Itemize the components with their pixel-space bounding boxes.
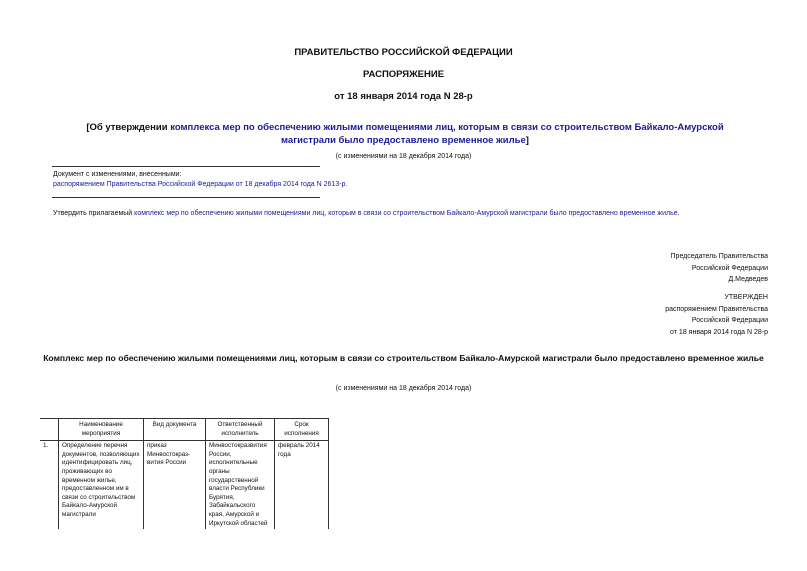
row-deadline: февраль 2014 года xyxy=(275,441,329,529)
complex-title: Комплекс мер по обеспечению жилыми помещениями лиц, которым в связи со строительством Байкало-Амурской магистрали было предоставлено временное жилье xyxy=(43,353,764,363)
document-date-number: от 18 января 2014 года N 28-р xyxy=(334,91,473,102)
government-name: ПРАВИТЕЛЬСТВО РОССИЙСКОЙ ФЕДЕРАЦИИ xyxy=(294,47,513,58)
signature-country: Российской Федерации xyxy=(691,264,768,272)
measures-table xyxy=(40,418,329,529)
title-suffix: ] xyxy=(525,135,529,146)
approval-country: Российской Федерации xyxy=(691,317,768,324)
table-header-row xyxy=(40,419,329,441)
row-name: Определение перечня документов, позволяющих идентифицировать лиц, проживающих во временном жилье, предоставленном им в связи со строительством Байкало-Амурской магистрали xyxy=(59,441,144,529)
signature-block xyxy=(671,251,768,286)
approval-sentence-prefix: Утвердить прилагаемый xyxy=(53,210,135,217)
signature-name: Д.Медведев xyxy=(728,276,768,283)
header-cell-deadline: Срок исполнения xyxy=(275,419,329,441)
changes-link[interactable]: распоряжением Правительства Российской Федерации от 18 декабря 2014 года N 2613-р. xyxy=(53,181,348,188)
header-cell-doc-type: Вид документа xyxy=(144,419,206,441)
row-num: 1. xyxy=(43,442,49,450)
approval-sentence-link[interactable]: комплекс мер по обеспечению жилыми помещениями лиц, которым в связи со строительством Байкало-Амурской магистрали было предоставлено временное жилье xyxy=(134,210,678,217)
header-cell-name: Наименование мероприятия xyxy=(59,419,144,441)
approval-date: от 18 января 2014 года N 28-р xyxy=(670,328,768,336)
row-executor: Минвостокразвития России, исполнительные органы государственной власти Республики Бурятия, Забайкальского края, Амурской и Иркутской областей xyxy=(206,441,275,529)
approval-by: распоряжением Правительства xyxy=(665,305,768,313)
table-row xyxy=(40,441,329,529)
document-title xyxy=(60,121,750,147)
title-amendments: (с изменениями на 18 декабря 2014 года) xyxy=(335,153,472,160)
approval-heading: УТВЕРЖДЕН xyxy=(724,294,768,301)
changes-label: Документ с изменениями, внесенными: xyxy=(53,171,182,178)
approval-sentence-suffix: . xyxy=(677,210,680,217)
approval-block xyxy=(665,292,768,338)
title-link[interactable]: комплекса мер по обеспечению жилыми помещениями лиц, которым в связи со строительством Байкало-Амурской магистрали было предоставлено временное жилье xyxy=(170,122,724,146)
document-type: РАСПОРЯЖЕНИЕ xyxy=(362,69,445,80)
changes-top-divider xyxy=(52,166,320,167)
complex-amendments: (с изменениями на 18 декабря 2014 года) xyxy=(335,385,472,392)
header-cell-executor: Ответственный исполнитель xyxy=(206,419,275,441)
title-prefix: [Об утверждении xyxy=(86,122,171,133)
header-cell-num xyxy=(40,419,59,441)
changes-bottom-divider xyxy=(52,197,320,198)
signature-position: Председатель Правительства xyxy=(670,253,768,260)
approval-sentence xyxy=(53,210,680,217)
row-doc-type: приказ Минвостокраз-вития России xyxy=(144,441,206,529)
